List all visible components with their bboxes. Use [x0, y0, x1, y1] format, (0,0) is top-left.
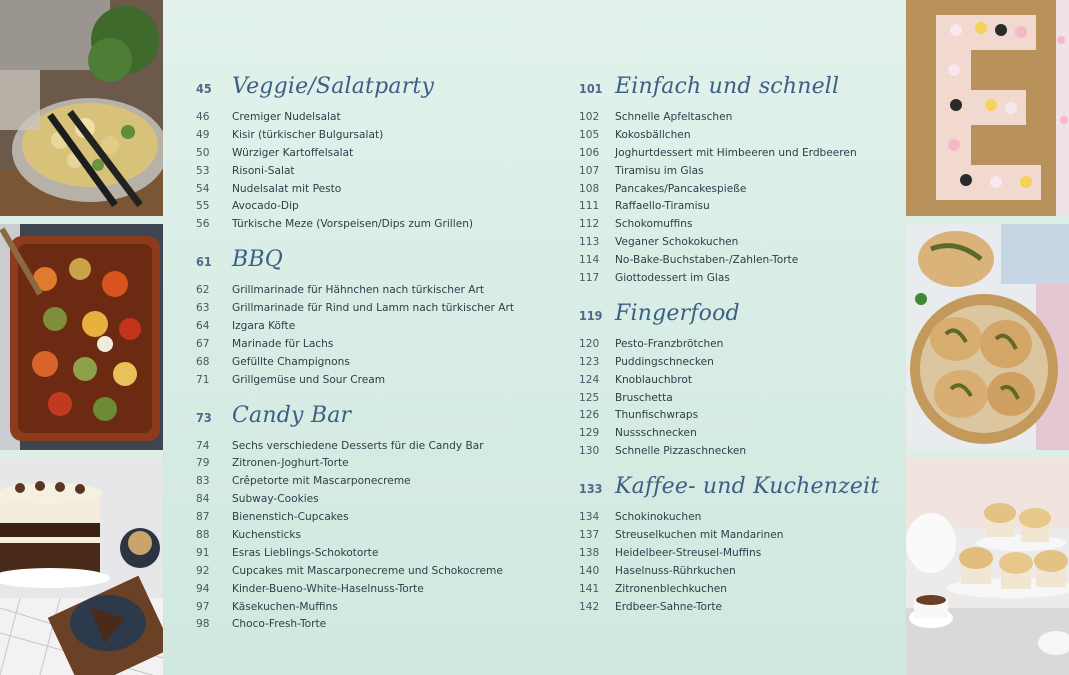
toc-entry[interactable]	[196, 197, 514, 215]
toc-section	[196, 247, 514, 388]
entry-title: Tiramisu im Glas	[615, 164, 704, 177]
entry-title: Schokomuffins	[615, 218, 693, 231]
toc-entry[interactable]	[196, 353, 514, 371]
toc-entry[interactable]	[196, 508, 514, 526]
toc-entry[interactable]	[196, 144, 514, 162]
entry-page-number: 102	[579, 110, 600, 123]
entry-title: Pancakes/Pancakespieße	[615, 182, 747, 195]
entry-page-number: 50	[196, 146, 210, 159]
entry-title: Esras Lieblings-Schokotorte	[232, 546, 379, 559]
section-heading[interactable]	[579, 474, 879, 508]
toc-entry[interactable]	[579, 389, 879, 407]
toc-entry[interactable]	[196, 562, 514, 580]
entry-page-number: 83	[196, 475, 210, 488]
section-heading[interactable]	[196, 247, 514, 281]
entry-page-number: 71	[196, 373, 210, 386]
entry-title: Giottodessert im Glas	[615, 271, 730, 284]
entry-title: Schokinokuchen	[615, 511, 702, 524]
toc-entry[interactable]	[196, 180, 514, 198]
toc-section	[579, 474, 879, 615]
toc-entry[interactable]	[196, 526, 514, 544]
entry-title: Cremiger Nudelsalat	[232, 110, 341, 123]
entry-title: Bienenstich-Cupcakes	[232, 511, 349, 524]
entry-title: Choco-Fresh-Torte	[232, 618, 327, 631]
photo-grilled-vegetables	[0, 224, 163, 450]
section-title: Einfach und schnell	[615, 74, 840, 99]
toc-entry[interactable]	[579, 442, 879, 460]
entry-title: Kisir (türkischer Bulgursalat)	[232, 128, 384, 141]
toc-section	[579, 74, 879, 287]
toc-left-column	[196, 74, 514, 647]
entry-page-number: 123	[579, 355, 600, 368]
entry-page-number: 84	[196, 493, 210, 506]
entry-page-number: 64	[196, 319, 210, 332]
section-page-number: 73	[196, 409, 212, 425]
entry-title: Thunfischwraps	[615, 409, 699, 422]
entry-title: Avocado-Dip	[232, 200, 299, 213]
entry-page-number: 55	[196, 200, 210, 213]
entry-page-number: 79	[196, 457, 210, 470]
toc-entry[interactable]	[579, 197, 879, 215]
toc-entry[interactable]	[196, 598, 514, 616]
toc-entry[interactable]	[196, 544, 514, 562]
entry-title: Puddingschnecken	[615, 355, 714, 368]
toc-entry[interactable]	[196, 162, 514, 180]
toc-entry[interactable]	[579, 580, 879, 598]
photo-muffins	[906, 458, 1069, 675]
entry-page-number: 94	[196, 582, 210, 595]
entry-page-number: 68	[196, 355, 210, 368]
toc-section	[579, 301, 879, 460]
entry-page-number: 138	[579, 546, 600, 559]
entry-page-number: 62	[196, 284, 210, 297]
entry-title: Haselnuss-Rührkuchen	[615, 564, 736, 577]
toc-entry[interactable]	[196, 472, 514, 490]
photo-potato-salad	[0, 0, 163, 216]
entry-title: Schnelle Apfeltaschen	[615, 110, 733, 123]
entry-page-number: 74	[196, 439, 210, 452]
toc-entry[interactable]	[196, 335, 514, 353]
section-title: BBQ	[232, 247, 283, 273]
entry-title: Knoblauchbrot	[615, 373, 693, 386]
entry-title: Risoni-Salat	[232, 164, 295, 177]
chocolate-cake-image	[0, 458, 163, 675]
entry-title: Türkische Meze (Vorspeisen/Dips zum Grillen)	[232, 218, 474, 231]
entry-title: Cupcakes mit Mascarponecreme und Schokocreme	[232, 564, 503, 577]
entry-page-number: 117	[579, 271, 600, 284]
entry-page-number: 98	[196, 618, 210, 631]
entry-title: Zitronen-Joghurt-Torte	[232, 457, 349, 470]
entry-page-number: 125	[579, 391, 600, 404]
entry-title: Nudelsalat mit Pesto	[232, 182, 342, 195]
toc-entry[interactable]	[579, 598, 879, 616]
entry-page-number: 105	[579, 128, 600, 141]
toc-entry[interactable]	[196, 580, 514, 598]
toc-entry[interactable]	[579, 233, 879, 251]
entry-title: Gefüllte Champignons	[232, 355, 350, 368]
section-page-number: 101	[579, 81, 603, 96]
entry-title: Erdbeer-Sahne-Torte	[615, 600, 723, 613]
letter-cake-image	[906, 0, 1069, 216]
entry-page-number: 92	[196, 564, 210, 577]
photo-chocolate-cake	[0, 458, 163, 675]
entry-title: Kokosbällchen	[615, 128, 691, 141]
entry-page-number: 53	[196, 164, 210, 177]
toc-entry[interactable]	[579, 180, 879, 198]
section-title: Kaffee- und Kuchenzeit	[615, 474, 880, 500]
entry-title: Izgara Köfte	[232, 319, 296, 332]
section-page-number: 133	[579, 481, 603, 497]
toc-entry[interactable]	[579, 371, 879, 389]
photo-letter-cake	[906, 0, 1069, 216]
entry-title: Würziger Kartoffelsalat	[232, 146, 354, 159]
entry-page-number: 46	[196, 110, 210, 123]
entry-title: Kuchensticks	[232, 528, 301, 541]
toc-entry[interactable]	[579, 562, 879, 580]
potato-salad-image	[0, 0, 163, 216]
photo-pesto-rolls	[906, 224, 1069, 450]
entry-page-number: 49	[196, 128, 210, 141]
entry-page-number: 129	[579, 427, 600, 440]
toc-entry[interactable]	[579, 108, 879, 126]
entry-page-number: 113	[579, 236, 600, 249]
toc-entry[interactable]	[196, 490, 514, 508]
entry-page-number: 87	[196, 511, 210, 524]
entry-page-number: 97	[196, 600, 210, 613]
toc-entry[interactable]	[196, 281, 514, 299]
entry-title: Zitronenblechkuchen	[615, 582, 727, 595]
toc-entry[interactable]	[196, 615, 514, 633]
entry-page-number: 120	[579, 337, 600, 350]
toc-entry[interactable]	[196, 437, 514, 455]
section-heading[interactable]	[196, 74, 514, 108]
entry-page-number: 91	[196, 546, 210, 559]
entry-title: Nussschnecken	[615, 427, 697, 440]
section-title: Veggie/Salatparty	[232, 74, 435, 99]
toc-entry[interactable]	[579, 508, 879, 526]
entry-title: Subway-Cookies	[232, 493, 319, 506]
toc-entry[interactable]	[579, 353, 879, 371]
toc-entry[interactable]	[579, 269, 879, 287]
entry-title: Käsekuchen-Muffins	[232, 600, 338, 613]
toc-entry[interactable]	[579, 126, 879, 144]
toc-entry[interactable]	[579, 526, 879, 544]
entry-title: Schnelle Pizzaschnecken	[615, 445, 747, 458]
entry-page-number: 107	[579, 164, 600, 177]
toc-entry[interactable]	[579, 144, 879, 162]
section-heading[interactable]	[579, 301, 879, 335]
entry-page-number: 67	[196, 337, 210, 350]
entry-title: Streuselkuchen mit Mandarinen	[615, 528, 784, 541]
toc-entry[interactable]	[579, 406, 879, 424]
entry-page-number: 108	[579, 182, 600, 195]
toc-entry[interactable]	[196, 454, 514, 472]
entry-page-number: 88	[196, 528, 210, 541]
entry-page-number: 141	[579, 582, 600, 595]
toc-entry[interactable]	[579, 251, 879, 269]
section-page-number: 61	[196, 254, 212, 270]
entry-page-number: 63	[196, 302, 210, 315]
section-heading[interactable]	[196, 403, 514, 437]
toc-entry[interactable]	[196, 108, 514, 126]
section-page-number: 45	[196, 81, 212, 96]
entry-title: Sechs verschiedene Desserts für die Candy Bar	[232, 439, 484, 452]
entry-title: Joghurtdessert mit Himbeeren und Erdbeeren	[615, 146, 857, 159]
toc-entry[interactable]	[579, 424, 879, 442]
entry-page-number: 111	[579, 200, 600, 213]
section-heading[interactable]	[579, 74, 879, 108]
entry-page-number: 134	[579, 511, 600, 524]
toc-section	[196, 403, 514, 634]
toc-entry[interactable]	[196, 371, 514, 389]
entry-page-number: 124	[579, 373, 600, 386]
entry-page-number: 56	[196, 218, 210, 231]
toc-entry[interactable]	[579, 215, 879, 233]
toc-entry[interactable]	[579, 162, 879, 180]
entry-page-number: 112	[579, 218, 600, 231]
entry-title: Kinder-Bueno-White-Haselnuss-Torte	[232, 582, 424, 595]
grilled-vegetables-image	[0, 224, 163, 450]
pesto-rolls-image	[906, 224, 1069, 450]
entry-title: Marinade für Lachs	[232, 337, 334, 350]
entry-page-number: 140	[579, 564, 600, 577]
entry-title: Grillmarinade für Hähnchen nach türkischer Art	[232, 284, 484, 297]
entry-page-number: 126	[579, 409, 600, 422]
entry-title: Heidelbeer-Streusel-Muffins	[615, 546, 762, 559]
entry-page-number: 106	[579, 146, 600, 159]
entry-title: Raffaello-Tiramisu	[615, 200, 710, 213]
toc-entry[interactable]	[196, 299, 514, 317]
entry-title: Grillmarinade für Rind und Lamm nach türkischer Art	[232, 302, 514, 315]
toc-entry[interactable]	[579, 544, 879, 562]
entry-page-number: 114	[579, 254, 600, 267]
entry-page-number: 142	[579, 600, 600, 613]
entry-page-number: 137	[579, 528, 600, 541]
muffins-image	[906, 458, 1069, 675]
toc-entry[interactable]	[579, 335, 879, 353]
section-title: Fingerfood	[615, 300, 740, 326]
entry-title: Grillgemüse und Sour Cream	[232, 373, 386, 386]
entry-title: Bruschetta	[615, 391, 673, 404]
entry-title: Veganer Schokokuchen	[615, 236, 739, 249]
toc-right-column	[579, 74, 879, 629]
entry-page-number: 130	[579, 445, 600, 458]
toc-entry[interactable]	[196, 215, 514, 233]
entry-title: No-Bake-Buchstaben-/Zahlen-Torte	[615, 254, 799, 267]
entry-page-number: 54	[196, 182, 210, 195]
section-page-number: 119	[579, 307, 603, 323]
toc-entry[interactable]	[196, 317, 514, 335]
section-title: Candy Bar	[232, 402, 352, 428]
entry-title: Crêpetorte mit Mascarponecreme	[232, 475, 411, 488]
toc-entry[interactable]	[196, 126, 514, 144]
entry-title: Pesto-Franzbrötchen	[615, 337, 724, 350]
toc-section	[196, 74, 514, 233]
